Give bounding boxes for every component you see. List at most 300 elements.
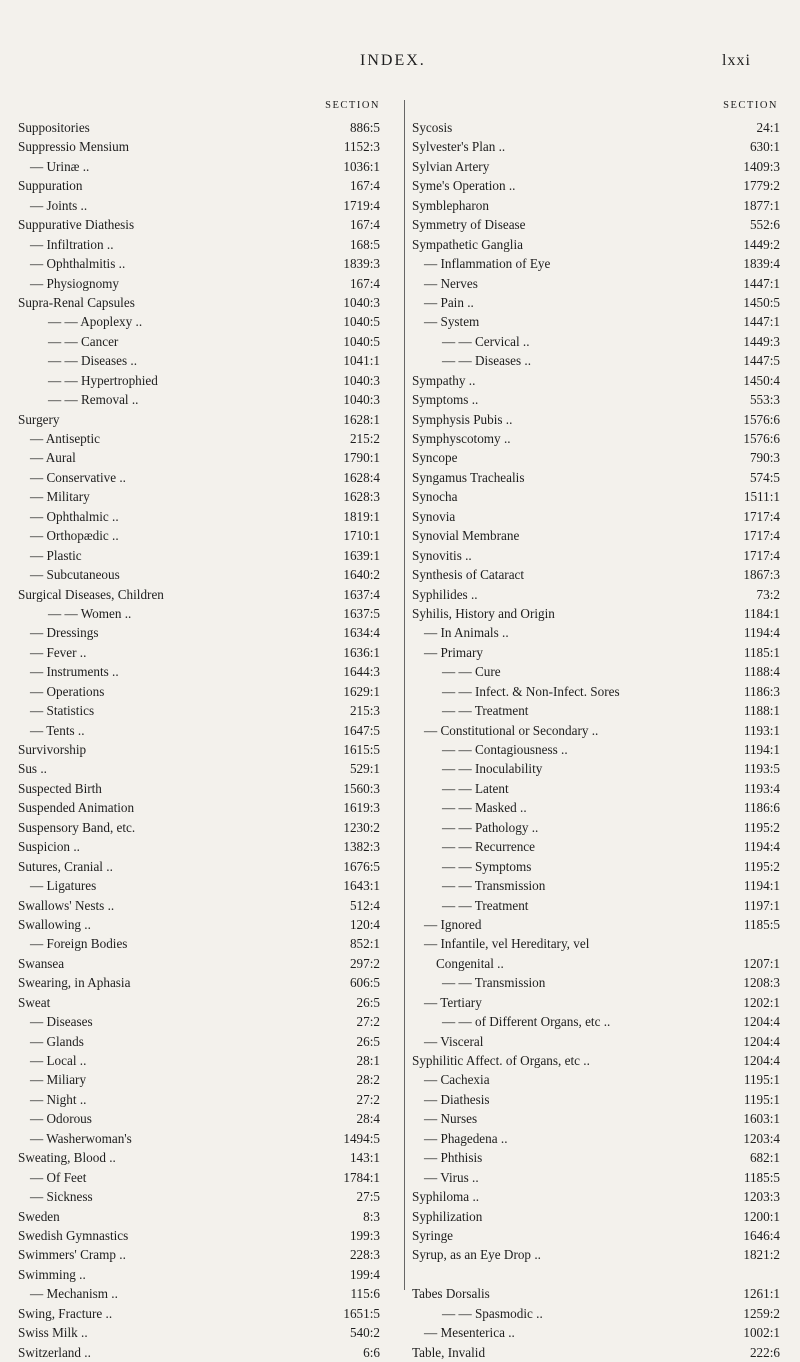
entry-section-number: 27:2 xyxy=(356,1014,380,1030)
entry-term: — Local .. xyxy=(30,1053,87,1068)
entry-section-number: 168:5 xyxy=(349,236,380,252)
index-entry xyxy=(18,954,398,973)
entry-term: Supra-Renal Capsules xyxy=(18,294,135,310)
entry-term: — Ligatures xyxy=(30,878,97,894)
entry-section-number: 1717:4 xyxy=(743,547,780,563)
entry-section-number: 1184:1 xyxy=(743,605,780,621)
index-entry xyxy=(18,157,398,176)
entry-term: — — Inoculability xyxy=(442,761,543,777)
index-entry xyxy=(412,1148,784,1167)
entry-section-number: 1200:1 xyxy=(743,1208,780,1224)
entry-term: Sus .. xyxy=(18,761,47,777)
index-entry xyxy=(18,876,398,895)
entry-term: — Pain .. xyxy=(424,294,474,310)
index-entry xyxy=(412,1284,784,1303)
entry-section-number: 167:4 xyxy=(349,275,380,291)
index-entry xyxy=(18,740,398,759)
index-entry xyxy=(18,721,398,740)
index-entry xyxy=(18,1226,398,1245)
entry-section-number: 1447:5 xyxy=(743,353,780,369)
entry-term: Swimmers' Cramp .. xyxy=(18,1247,126,1263)
entry-section-number: 28:2 xyxy=(356,1072,380,1088)
entry-term: — Aural xyxy=(30,450,76,466)
entry-term: — System xyxy=(424,314,480,330)
entry-term: — Virus .. xyxy=(424,1169,479,1185)
entry-section-number: 1036:1 xyxy=(343,158,380,174)
entry-term: — — Recurrence xyxy=(442,839,536,855)
entry-term: — Odorous xyxy=(30,1111,92,1127)
index-entry xyxy=(412,468,784,487)
index-entry xyxy=(18,351,398,370)
entry-section-number: 1194:4 xyxy=(743,625,780,641)
entry-section-number: 1208:3 xyxy=(743,975,780,991)
entry-term: — Orthopædic .. xyxy=(30,528,119,544)
entry-section-number: 1779:2 xyxy=(743,178,780,194)
entry-section-number: 1185:1 xyxy=(743,644,780,660)
entry-term: — — Removal .. xyxy=(48,392,139,408)
index-entry xyxy=(18,410,398,429)
entry-section-number: 1449:2 xyxy=(743,236,780,252)
entry-term: Sutures, Cranial .. xyxy=(18,858,113,874)
entry-term: — Primary xyxy=(424,644,483,660)
entry-section-number: 1637:4 xyxy=(343,586,380,602)
index-entry xyxy=(412,410,784,429)
entry-section-number: 1204:4 xyxy=(743,1053,780,1068)
entry-section-number: 215:2 xyxy=(349,431,380,446)
index-entry xyxy=(412,973,784,992)
entry-section-number: 1447:1 xyxy=(743,314,780,330)
right-entry-list xyxy=(412,118,784,1362)
entry-section-number: 1646:4 xyxy=(743,1227,780,1243)
index-entry xyxy=(412,137,784,156)
index-entry xyxy=(18,1129,398,1148)
entry-term: Syphiloma .. xyxy=(412,1189,480,1205)
entry-section-number: 27:2 xyxy=(356,1091,380,1107)
entry-term: — — Latent xyxy=(442,780,509,796)
entry-term: Swing, Fracture .. xyxy=(18,1305,113,1321)
entry-section-number: 1195:2 xyxy=(743,819,780,835)
entry-term: — — Contagiousness .. xyxy=(442,742,568,757)
entry-section-number: 222:6 xyxy=(749,1344,780,1360)
entry-section-number: 1710:1 xyxy=(343,528,380,544)
entry-term: — — Masked .. xyxy=(442,800,527,816)
entry-section-number: 8:3 xyxy=(363,1208,380,1224)
entry-section-number: 26:5 xyxy=(356,1033,380,1049)
entry-term: — — Women .. xyxy=(48,605,132,621)
index-entry xyxy=(18,565,398,584)
index-entry xyxy=(412,837,784,856)
entry-term: Swiss Milk .. xyxy=(18,1325,88,1341)
entry-section-number: 1636:1 xyxy=(343,644,380,660)
entry-term: Sympathetic Ganglia xyxy=(412,236,523,252)
entry-section-number: 1628:4 xyxy=(343,469,380,485)
index-entry xyxy=(18,1265,398,1284)
entry-term: Suppositories xyxy=(18,120,90,135)
entry-section-number: 1207:1 xyxy=(743,955,780,971)
entry-section-number: 1193:1 xyxy=(743,722,780,738)
entry-term: — Sickness xyxy=(30,1189,93,1205)
entry-section-number: 6:6 xyxy=(363,1344,380,1360)
entry-section-number: 167:4 xyxy=(349,217,380,233)
index-entry xyxy=(18,1323,398,1342)
entry-term: Suspected Birth xyxy=(18,780,102,796)
index-entry xyxy=(18,896,398,915)
index-entry xyxy=(412,1032,784,1051)
entry-term: — Nurses xyxy=(424,1111,478,1127)
index-entry xyxy=(412,857,784,876)
index-entry xyxy=(412,371,784,390)
index-entry xyxy=(18,1304,398,1323)
index-entry xyxy=(412,604,784,623)
index-entry xyxy=(18,1168,398,1187)
entry-section-number: 1194:4 xyxy=(743,839,780,855)
index-entry xyxy=(412,934,784,953)
entry-term: Suspended Animation xyxy=(18,800,135,816)
entry-term: — Instruments .. xyxy=(30,664,119,680)
entry-section-number: 27:5 xyxy=(356,1189,380,1205)
entry-section-number: 1511:1 xyxy=(743,489,780,505)
entry-section-number: 1644:3 xyxy=(343,664,380,680)
index-entry xyxy=(18,1187,398,1206)
entry-term: — Ophthalmitis .. xyxy=(30,256,126,272)
index-entry xyxy=(412,235,784,254)
index-entry xyxy=(18,934,398,953)
entry-term: — — Symptoms xyxy=(442,858,532,874)
page-number: lxxi xyxy=(722,52,751,69)
entry-term: — Joints .. xyxy=(30,197,88,213)
index-entry xyxy=(18,604,398,623)
index-entry xyxy=(18,312,398,331)
entry-term: Suspensory Band, etc. xyxy=(18,819,136,835)
index-entry xyxy=(412,118,784,137)
entry-term: — Ignored xyxy=(424,916,482,932)
entry-term: — Mesenterica .. xyxy=(424,1325,515,1341)
index-entry xyxy=(18,546,398,565)
index-entry xyxy=(412,332,784,351)
entry-term: — Diseases xyxy=(30,1014,93,1030)
index-entry xyxy=(412,954,784,973)
entry-section-number: 1839:3 xyxy=(343,256,380,272)
entry-term: Surgery xyxy=(18,411,60,427)
entry-section-number: 1576:6 xyxy=(743,431,780,446)
entry-section-number: 297:2 xyxy=(349,955,380,971)
entry-section-number: 1152:3 xyxy=(343,139,380,155)
index-entry xyxy=(412,643,784,662)
entry-term: Sweden xyxy=(18,1208,60,1224)
index-entry xyxy=(412,448,784,467)
index-entry xyxy=(412,1343,784,1362)
entry-section-number: 512:4 xyxy=(349,897,380,913)
index-entry xyxy=(18,507,398,526)
entry-term: — Dressings xyxy=(30,625,99,641)
entry-section-number: 1450:4 xyxy=(743,372,780,388)
entry-term: Swedish Gymnastics xyxy=(18,1227,129,1243)
entry-term: Symmetry of Disease xyxy=(412,217,526,233)
entry-term: Sweat xyxy=(18,994,51,1010)
entry-section-number: 1639:1 xyxy=(343,547,380,563)
index-entry xyxy=(18,1148,398,1167)
index-entry xyxy=(412,876,784,895)
entry-section-number: 1651:5 xyxy=(343,1305,380,1321)
entry-term: — Fever .. xyxy=(30,644,87,660)
entry-section-number: 1615:5 xyxy=(343,742,380,757)
index-entry xyxy=(412,896,784,915)
section-column-heading: SECTION xyxy=(723,100,778,111)
index-entry xyxy=(412,565,784,584)
entry-section-number: 1409:3 xyxy=(743,158,780,174)
entry-term: Sylvester's Plan .. xyxy=(412,139,506,155)
entry-term: — Antiseptic xyxy=(30,431,100,446)
index-entry xyxy=(412,390,784,409)
index-entry xyxy=(412,682,784,701)
entry-section-number: 1185:5 xyxy=(743,916,780,932)
entry-term: Symphyscotomy .. xyxy=(412,431,511,446)
index-entry xyxy=(18,623,398,642)
index-entry xyxy=(412,507,784,526)
left-index-column xyxy=(18,100,398,1362)
index-entry xyxy=(18,973,398,992)
entry-term: Syringe xyxy=(412,1227,454,1243)
index-entry xyxy=(18,390,398,409)
entry-term: — Visceral xyxy=(424,1033,484,1049)
index-entry xyxy=(18,371,398,390)
index-entry xyxy=(412,312,784,331)
entry-section-number: 115:6 xyxy=(350,1286,380,1302)
entry-term: — Tents .. xyxy=(30,722,85,738)
entry-term: Swimming .. xyxy=(18,1266,86,1282)
entry-term: Congenital .. xyxy=(436,955,504,971)
index-entry xyxy=(412,721,784,740)
entry-term: — — Cervical .. xyxy=(442,333,530,349)
entry-section-number: 1195:1 xyxy=(743,1072,780,1088)
index-entry xyxy=(412,759,784,778)
entry-section-number: 228:3 xyxy=(349,1247,380,1263)
entry-term: Sycosis xyxy=(412,120,453,135)
entry-term: Symblepharon xyxy=(412,197,489,213)
entry-section-number: 1261:1 xyxy=(743,1286,780,1302)
entry-term: — — Cure xyxy=(442,664,501,680)
index-entry xyxy=(18,215,398,234)
index-entry xyxy=(18,682,398,701)
entry-section-number: 1185:5 xyxy=(743,1169,780,1185)
entry-term: — Urinæ .. xyxy=(30,158,90,174)
entry-term: Suppuration xyxy=(18,178,83,194)
index-entry xyxy=(412,1070,784,1089)
index-entry xyxy=(18,1012,398,1031)
entry-section-number: 1717:4 xyxy=(743,508,780,524)
entry-section-number: 1560:3 xyxy=(343,780,380,796)
entry-term: Table, Invalid xyxy=(412,1344,486,1360)
index-entry xyxy=(412,701,784,720)
entry-term: — — Hypertrophied xyxy=(48,372,158,388)
entry-term: — Infiltration .. xyxy=(30,236,114,252)
entry-term: — Miliary xyxy=(30,1072,87,1088)
entry-term: — Infantile, vel Hereditary, vel xyxy=(424,936,590,952)
entry-term: — Washerwoman's xyxy=(30,1130,132,1146)
index-entry xyxy=(412,623,784,642)
index-entry xyxy=(412,1012,784,1031)
index-entry xyxy=(18,332,398,351)
index-entry xyxy=(412,1304,784,1323)
entry-section-number: 852:1 xyxy=(349,936,380,952)
index-entry xyxy=(412,429,784,448)
entry-section-number: 529:1 xyxy=(349,761,380,777)
entry-section-number: 1839:4 xyxy=(743,256,780,272)
index-entry xyxy=(412,1109,784,1128)
index-entry xyxy=(18,1343,398,1362)
entry-section-number: 574:5 xyxy=(749,469,780,485)
entry-section-number: 1202:1 xyxy=(743,994,780,1010)
index-entry xyxy=(18,759,398,778)
entry-section-number: 1193:4 xyxy=(743,780,780,796)
index-entry xyxy=(18,1070,398,1089)
index-entry xyxy=(18,235,398,254)
entry-section-number: 1382:3 xyxy=(343,839,380,855)
index-entry xyxy=(18,837,398,856)
entry-term: — Subcutaneous xyxy=(30,567,120,583)
entry-section-number: 1259:2 xyxy=(743,1305,780,1321)
index-entry xyxy=(18,1109,398,1128)
entry-section-number: 1576:6 xyxy=(743,411,780,427)
entry-term: — Statistics xyxy=(30,703,95,719)
entry-section-number: 1640:2 xyxy=(343,567,380,583)
entry-term: — — Diseases .. xyxy=(48,353,138,369)
entry-term: Synovitis .. xyxy=(412,547,472,563)
entry-section-number: 1040:3 xyxy=(343,372,380,388)
index-entry xyxy=(412,351,784,370)
entry-section-number: 215:3 xyxy=(349,703,380,719)
entry-term: — Plastic xyxy=(30,547,82,563)
entry-term: — Ophthalmic .. xyxy=(30,508,119,524)
entry-section-number: 1186:3 xyxy=(743,683,780,699)
index-entry xyxy=(18,254,398,273)
entry-term: — — Transmission xyxy=(442,878,546,894)
entry-section-number: 1002:1 xyxy=(743,1325,780,1341)
index-entry xyxy=(412,1245,784,1264)
entry-term: Symphysis Pubis .. xyxy=(412,411,513,427)
index-entry xyxy=(412,1226,784,1245)
index-entry xyxy=(18,468,398,487)
entry-term: — — Diseases .. xyxy=(442,353,532,369)
entry-term: Suspicion .. xyxy=(18,839,80,855)
index-entry xyxy=(412,254,784,273)
entry-term: — — Pathology .. xyxy=(442,819,539,835)
index-entry xyxy=(18,779,398,798)
entry-section-number: 1195:1 xyxy=(743,1091,780,1107)
entry-term: — Constitutional or Secondary .. xyxy=(424,722,599,738)
entry-term: Syngamus Trachealis xyxy=(412,469,525,485)
page-header xyxy=(0,52,800,76)
entry-term: — — Spasmodic .. xyxy=(442,1305,543,1321)
entry-term: Synovia xyxy=(412,508,456,524)
entry-term: — Inflammation of Eye xyxy=(424,256,551,272)
entry-section-number: 1194:1 xyxy=(743,878,780,894)
entry-term: — Physiognomy xyxy=(30,275,120,291)
entry-term: — — Treatment xyxy=(442,703,529,719)
entry-term: — — Infect. & Non-Infect. Sores xyxy=(442,683,620,699)
entry-term: Swansea xyxy=(18,955,65,971)
index-entry xyxy=(18,118,398,137)
entry-section-number: 1450:5 xyxy=(743,294,780,310)
entry-section-number: 1619:3 xyxy=(343,800,380,816)
entry-term: Swallowing .. xyxy=(18,916,91,932)
entry-term: Sylvian Artery xyxy=(412,158,490,174)
index-entry xyxy=(412,798,784,817)
entry-term: Synovial Membrane xyxy=(412,528,520,544)
index-entry xyxy=(412,1168,784,1187)
entry-term: Tabes Dorsalis xyxy=(412,1286,490,1302)
index-entry xyxy=(412,274,784,293)
index-entry xyxy=(412,740,784,759)
entry-section-number: 28:4 xyxy=(356,1111,380,1127)
entry-section-number: 1195:2 xyxy=(743,858,780,874)
entry-section-number: 1449:3 xyxy=(743,333,780,349)
left-entry-list xyxy=(18,118,398,1362)
entry-term: Syrup, as an Eye Drop .. xyxy=(412,1247,541,1263)
index-entry xyxy=(18,643,398,662)
entry-section-number: 199:3 xyxy=(349,1227,380,1243)
entry-term: — Nerves xyxy=(424,275,478,291)
entry-section-number: 1717:4 xyxy=(743,528,780,544)
entry-section-number: 1719:4 xyxy=(343,197,380,213)
entry-term: — — Apoplexy .. xyxy=(48,314,143,330)
index-entry xyxy=(18,857,398,876)
entry-term: — — Transmission xyxy=(442,975,546,991)
entry-section-number: 143:1 xyxy=(349,1150,380,1166)
entry-term: — — Treatment xyxy=(442,897,529,913)
index-entry xyxy=(412,487,784,506)
entry-term: Sympathy .. xyxy=(412,372,476,388)
entry-term: Syme's Operation .. xyxy=(412,178,516,194)
index-entry xyxy=(412,585,784,604)
page-title: INDEX. xyxy=(360,52,426,69)
index-entry xyxy=(412,1090,784,1109)
entry-term: Suppurative Diathesis xyxy=(18,217,135,233)
entry-section-number: 682:1 xyxy=(749,1150,780,1166)
entry-term: Syphilization xyxy=(412,1208,483,1224)
entry-section-number: 1230:2 xyxy=(343,819,380,835)
index-entry xyxy=(18,585,398,604)
index-entry xyxy=(18,1245,398,1264)
entry-section-number: 120:4 xyxy=(349,916,380,932)
entry-section-number: 552:6 xyxy=(749,217,780,233)
entry-section-number: 1603:1 xyxy=(743,1111,780,1127)
entry-section-number: 1634:4 xyxy=(343,625,380,641)
entry-section-number: 1194:1 xyxy=(743,742,780,757)
index-entry xyxy=(18,1090,398,1109)
index-entry xyxy=(412,293,784,312)
entry-term: — Phthisis xyxy=(424,1150,483,1166)
index-entry xyxy=(18,176,398,195)
entry-term: — Mechanism .. xyxy=(30,1286,118,1302)
column-divider xyxy=(404,100,405,1290)
entry-section-number: 1193:5 xyxy=(743,761,780,777)
entry-section-number: 1819:1 xyxy=(343,508,380,524)
entry-section-number: 1040:5 xyxy=(343,333,380,349)
entry-section-number: 553:3 xyxy=(749,392,780,408)
index-entry xyxy=(18,1207,398,1226)
right-index-column xyxy=(412,100,784,1362)
entry-term: Sweating, Blood .. xyxy=(18,1150,116,1166)
entry-section-number: 1637:5 xyxy=(343,605,380,621)
entry-term: Syphilides .. xyxy=(412,586,478,602)
index-entry xyxy=(18,1051,398,1070)
entry-section-number: 1821:2 xyxy=(743,1247,780,1263)
index-entry xyxy=(412,1129,784,1148)
index-entry xyxy=(412,1051,784,1070)
entry-section-number: 1628:3 xyxy=(343,489,380,505)
entry-term: Suppressio Mensium xyxy=(18,139,129,155)
